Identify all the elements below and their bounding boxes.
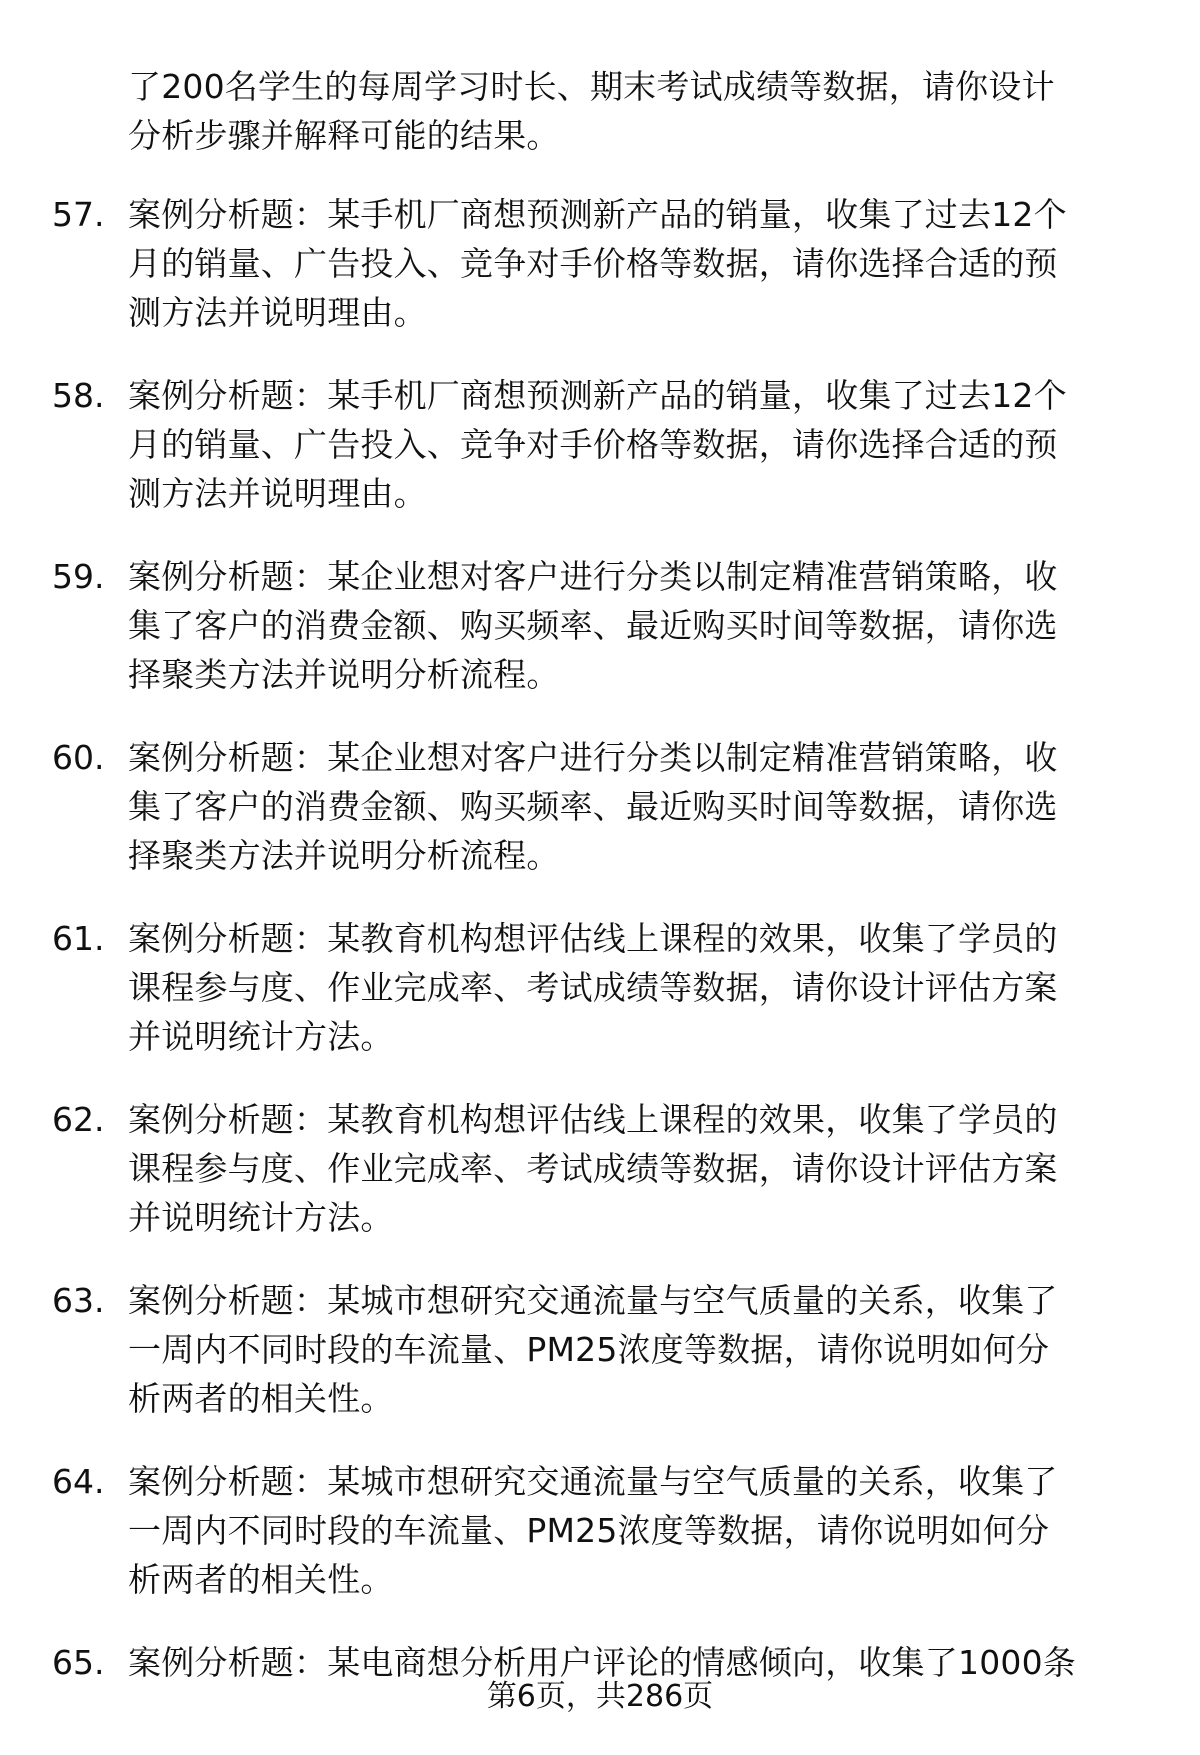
question-text-line: 案例分析题：某手机厂商想预测新产品的销量，收集了过去12个 [128,195,1067,234]
question-number: 63. [52,1281,105,1320]
question-number: 61. [52,919,105,958]
question-number: 62. [52,1100,105,1139]
question-number: 59. [52,557,105,596]
question-text-line: 集了客户的消费金额、购买频率、最近购买时间等数据，请你选 [128,606,1058,645]
question-text-line: 课程参与度、作业完成率、考试成绩等数据，请你设计评估方案 [128,1149,1058,1188]
question-text-line: 案例分析题：某教育机构想评估线上课程的效果，收集了学员的 [128,919,1058,958]
question-text-line: 并说明统计方法。 [128,1198,394,1237]
question-text-line: 课程参与度、作业完成率、考试成绩等数据，请你设计评估方案 [128,968,1058,1007]
question-number: 58. [52,376,105,415]
question-text-line: 案例分析题：某企业想对客户进行分类以制定精准营销策略，收 [128,557,1058,596]
question-text-line: 测方法并说明理由。 [128,474,427,513]
question-number: 60. [52,738,105,777]
page-number: 第6页，共286页 [486,1679,714,1714]
question-text-line: 案例分析题：某电商想分析用户评论的情感倾向，收集了1000条 [128,1643,1076,1682]
question-text-line: 一周内不同时段的车流量、PM25浓度等数据，请你说明如何分 [128,1330,1050,1369]
question-text-line: 析两者的相关性。 [128,1560,394,1599]
text-line: 了200名学生的每周学习时长、期末考试成绩等数据，请你设计 [128,67,1055,106]
question-text-line: 集了客户的消费金额、购买频率、最近购买时间等数据，请你选 [128,787,1058,826]
question-number: 64. [52,1462,105,1501]
text-line: 分析步骤并解释可能的结果。 [128,116,560,155]
question-number: 65. [52,1643,105,1682]
question-number: 57. [52,195,105,234]
question-text-line: 月的销量、广告投入、竞争对手价格等数据，请你选择合适的预 [128,244,1058,283]
question-text-line: 一周内不同时段的车流量、PM25浓度等数据，请你说明如何分 [128,1511,1050,1550]
question-text-line: 测方法并说明理由。 [128,293,427,332]
question-text-line: 案例分析题：某企业想对客户进行分类以制定精准营销策略，收 [128,738,1058,777]
question-text-line: 择聚类方法并说明分析流程。 [128,655,560,694]
question-text-line: 案例分析题：某手机厂商想预测新产品的销量，收集了过去12个 [128,376,1067,415]
question-text-line: 择聚类方法并说明分析流程。 [128,836,560,875]
question-text-line: 案例分析题：某城市想研究交通流量与空气质量的关系，收集了 [128,1281,1058,1320]
question-text-line: 月的销量、广告投入、竞争对手价格等数据，请你选择合适的预 [128,425,1058,464]
question-text-line: 析两者的相关性。 [128,1379,394,1418]
question-text-line: 案例分析题：某城市想研究交通流量与空气质量的关系，收集了 [128,1462,1058,1501]
question-text-line: 案例分析题：某教育机构想评估线上课程的效果，收集了学员的 [128,1100,1058,1139]
question-text-line: 并说明统计方法。 [128,1017,394,1056]
